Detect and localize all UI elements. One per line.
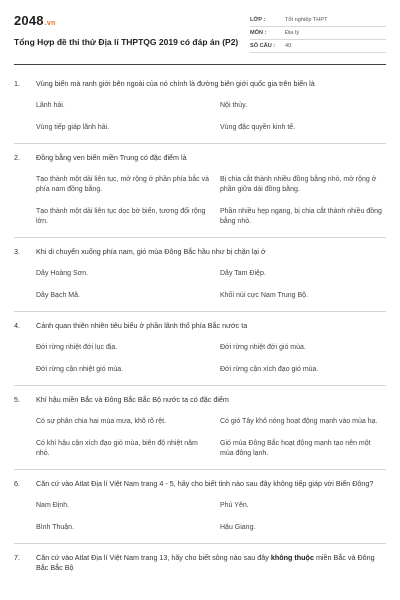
answer-option[interactable]: Lãnh hải. — [36, 102, 65, 109]
question-text-part: miền Bắc và Đông Bắc Bắc Bộ — [36, 553, 375, 572]
question-item — [14, 321, 386, 375]
question-text — [36, 553, 386, 573]
meta-value: Địa lý — [285, 30, 299, 36]
answer-option[interactable]: Dãy Tam Điệp. — [220, 270, 266, 277]
answer-option[interactable]: Dãy Bạch Mã. — [36, 292, 80, 299]
question-number: 7. — [14, 553, 20, 562]
question-stem — [14, 479, 386, 489]
answer-option[interactable]: Nam Định. — [36, 502, 70, 509]
brand-block — [14, 14, 244, 60]
question-text-part: Căn cứ vào Atlat Địa lí Việt Nam trang 13, hãy cho biết sông nào sau đây — [36, 553, 271, 562]
question-stem — [14, 553, 386, 573]
question-number: 2. — [14, 153, 20, 162]
answer-option[interactable]: Đới rừng nhiệt đới gió mùa. — [220, 344, 306, 351]
answer-options — [14, 269, 386, 301]
meta-value: 40 — [285, 43, 292, 49]
answer-option[interactable]: Hậu Giang. — [220, 524, 256, 531]
question-text: Vùng biển mà ranh giới bên ngoài của nó chính là đường biên giới quốc gia trên biển là — [36, 79, 315, 88]
question-stem — [14, 247, 386, 257]
meta-label: SỐ CÂU : — [250, 43, 276, 49]
answer-option[interactable]: Đới rừng nhiệt đới lục địa. — [36, 344, 118, 351]
answer-option[interactable]: Có gió Tây khô nóng hoạt động mạnh vào mùa hạ. — [220, 418, 378, 425]
logo-tld: .vn — [44, 20, 56, 27]
meta-label: LỚP : — [250, 17, 266, 23]
site-logo[interactable] — [14, 14, 244, 31]
question-number: 6. — [14, 479, 20, 488]
question-stem — [14, 153, 386, 163]
answer-option[interactable]: Khối núi cực Nam Trung Bộ. — [220, 292, 308, 299]
answer-option[interactable]: Phần nhiều hẹp ngang, bị chia cắt thành nhiều đồng bằng nhỏ. — [220, 208, 382, 225]
question-stem — [14, 321, 386, 331]
answer-option[interactable]: Dãy Hoàng Sơn. — [36, 270, 89, 277]
question-text: Cảnh quan thiên nhiên tiêu biểu ở phần lãnh thổ phía Bắc nước ta — [36, 321, 248, 330]
page-title: Tổng Hợp đề thi thử Địa lí THPTQG 2019 có đáp án (P2) — [14, 37, 239, 47]
meta-row-class — [250, 14, 386, 27]
question-item — [14, 395, 386, 459]
meta-value: Tốt nghiệp THPT — [285, 17, 328, 23]
question-divider — [14, 543, 386, 544]
answer-option[interactable]: Đới rừng cận nhiệt gió mùa. — [36, 366, 124, 373]
exam-meta-table — [250, 14, 386, 60]
question-item — [14, 153, 386, 227]
answer-options — [14, 501, 386, 533]
question-text: Khí hậu miền Bắc và Đông Bắc Bắc Bộ nước ta có đặc điểm — [36, 395, 229, 404]
question-text: Khi di chuyển xuống phía nam, gió mùa Đông Bắc hầu như bị chặn lại ở — [36, 247, 266, 256]
document-header — [14, 0, 386, 60]
answer-options — [14, 343, 386, 375]
answer-options — [14, 417, 386, 459]
meta-row-subject — [250, 27, 386, 40]
question-divider — [14, 311, 386, 312]
answer-option[interactable]: Có sự phân chia hai mùa mưa, khô rõ rệt. — [36, 418, 166, 425]
question-divider — [14, 143, 386, 144]
meta-label: MÔN : — [250, 30, 267, 36]
logo-text: 2048 — [14, 13, 44, 28]
question-divider — [14, 237, 386, 238]
answer-options — [14, 101, 386, 133]
question-list — [14, 79, 386, 573]
answer-option[interactable]: Có khí hậu cận xích đạo gió mùa, biên độ nhiệt năm nhỏ. — [36, 440, 198, 457]
question-item — [14, 553, 386, 573]
question-item — [14, 247, 386, 301]
answer-option[interactable]: Đới rừng cận xích đạo gió mùa. — [220, 366, 319, 373]
answer-option[interactable]: Gió mùa Đông Bắc hoạt động mạnh tạo nên một mùa đông lạnh. — [220, 440, 371, 457]
question-divider — [14, 385, 386, 386]
answer-option[interactable]: Nội thủy. — [220, 102, 248, 109]
question-number: 3. — [14, 247, 20, 256]
question-stem — [14, 395, 386, 405]
answer-options — [14, 175, 386, 227]
answer-option[interactable]: Phú Yên. — [220, 502, 249, 509]
question-number: 5. — [14, 395, 20, 404]
answer-option[interactable]: Tạo thành một dải liên tục, mở rộng ở phần phía bắc và phía nam đồng bằng. — [36, 176, 210, 193]
question-text: Căn cứ vào Atlat Địa lí Việt Nam trang 4 - 5, hãy cho biết tỉnh nào sau đây không tiếp giáp với Biển Đông? — [36, 479, 374, 488]
question-number: 4. — [14, 321, 20, 330]
question-item — [14, 79, 386, 133]
question-stem — [14, 79, 386, 89]
answer-option[interactable]: Tạo thành một dải liên tục dọc bờ biển, tương đối rộng lớn. — [36, 208, 206, 225]
answer-option[interactable]: Vùng đặc quyền kinh tế. — [220, 124, 296, 131]
question-divider — [14, 469, 386, 470]
question-text-emphasis: không thuộc — [270, 553, 314, 562]
answer-option[interactable]: Vùng tiếp giáp lãnh hải. — [36, 124, 110, 131]
question-text: Đồng bằng ven biển miền Trung có đặc điểm là — [36, 153, 187, 162]
answer-option[interactable]: Bị chia cắt thành nhiều đồng bằng nhỏ, mở rộng ở phần giữa dải đồng bằng. — [220, 176, 377, 193]
question-item — [14, 479, 386, 533]
header-divider — [14, 64, 386, 65]
question-number: 1. — [14, 79, 20, 88]
answer-option[interactable]: Bình Thuận. — [36, 524, 75, 531]
meta-row-count — [250, 40, 386, 53]
